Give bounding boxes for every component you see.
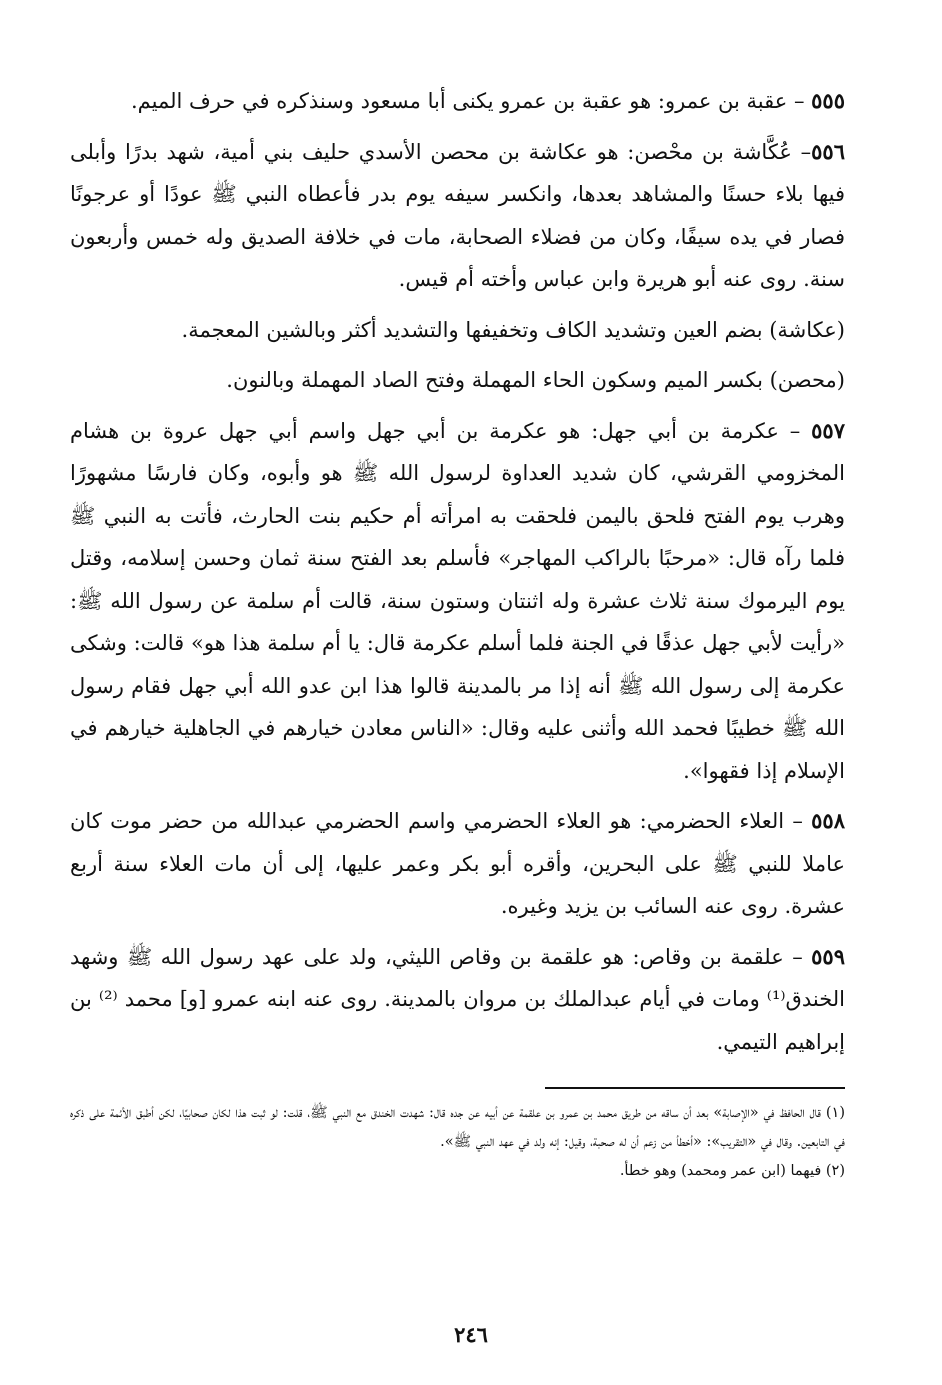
footnote-1: (١) قال الحافظ في «الإصابة» بعد أن ساقه من طريق محمد بن عمرو بن علقمة عن أبيه عن جده قال: شهدت الخندق مع النبي ﷺ، قلت: لو ثبت هذا لكان صحابيًا، لكن أطبق الأئمة على ذكره في التابعين. وقال في «التقريب»: «أخطأ من زعم أن له صحبة، وقيل: إنه ولد في عهد النبي ﷺ». xyxy=(70,1105,845,1150)
entry-number: ٥٥٩ xyxy=(811,943,845,969)
entry-text: – العلاء الحضرمي: هو العلاء الحضرمي واسم الحضرمي عبدالله من حضر موت كان عاملا للنبي ﷺ على البحرين، وأقره أبو بكر وعمر عليها، إلى أن مات العلاء سنة أربع عشرة. روى عنه السائب بن يزيد وغيره. xyxy=(70,809,845,918)
entry-557 xyxy=(70,410,845,793)
note-text: (محصن) بكسر الميم وسكون الحاء المهملة وفتح الصاد المهملة وبالنون. xyxy=(226,368,845,392)
footnote-separator xyxy=(545,1087,845,1089)
note-text: (عكاشة) بضم العين وتشديد الكاف وتخفيفها والتشديد أكثر وبالشين المعجمة. xyxy=(181,317,845,342)
entry-555 xyxy=(70,80,845,123)
page-body xyxy=(70,80,845,1186)
entry-text: – عكرمة بن أبي جهل: هو عكرمة بن أبي جهل واسم أبي جهل عروة بن هشام المخزومي القرشي، كان شديد العداوة لرسول الله ﷺ هو وأبوه، وكان فارسًا مشهورًا وهرب يوم الفتح فلحق باليمن فلحقت به امرأته أم حكيم بنت الحارث، فأتت به النبي ﷺ فلما رآه قال: «مرحبًا بالراكب المهاجر» فأسلم بعد الفتح سنة ثمان وحسن إسلامه، وقتل يوم اليرموك سنة ثلاث عشرة وله اثنتان وستون سنة، قالت أم سلمة عن رسول الله ﷺ: «رأيت لأبي جهل عذقًا في الجنة فلما أسلم عكرمة قال: يا أم سلمة هذا هو» قالت: وشكى عكرمة إلى رسول الله ﷺ أنه إذا مر بالمدينة قالوا هذا ابن عدو الله أبي جهل فقام رسول الله ﷺ خطيبًا فحمد الله وأثنى عليه وقال: «الناس معادن خيارهم في الجاهلية خيارهم في الإسلام إذا فقهوا». xyxy=(70,418,845,783)
entry-number: ٥٥٦ xyxy=(811,138,845,164)
entry-text: – عقبة بن عمرو: هو عقبة بن عمرو يكنى أبا مسعود وسنذكره في حرف الميم. xyxy=(130,89,812,113)
entry-text: – عُكَّاشة بن محْصن: هو عكاشة بن محصن الأسدي حليف بني أمية، شهد بدرًا وأبلى فيها بلاء حسنًا والمشاهد بعدها، وانكسر سيفه يوم بدر فأعطاه النبي ﷺ عودًا أو عرجونًا فصار في يده سيفًا، وكان من فضلاء الصحابة، مات في خلافة الصديق وله خمس وأربعون سنة. روى عنه أبو هريرة وابن عباس وأخته أم قيس. xyxy=(70,139,845,291)
entry-556 xyxy=(70,131,845,301)
entry-number: ٥٥٨ xyxy=(811,808,845,833)
footnote-2: (٢) فيهما (ابن عمر ومحمد) وهو خطأ. xyxy=(619,1163,845,1179)
note-mihsan xyxy=(70,359,845,402)
page-number: ٢٤٦ xyxy=(454,1322,488,1347)
entry-number: ٥٥٧ xyxy=(811,417,845,443)
entry-558 xyxy=(70,800,845,928)
entry-text: – علقمة بن وقاص: هو علقمة بن وقاص الليثي، ولد على عهد رسول الله ﷺ وشهد الخندق⁽¹⁾ ومات في أيام عبدالملك بن مروان بالمدينة. روى عنه ابنه عمرو [و] محمد ⁽²⁾ بن إبراهيم التيمي. xyxy=(70,944,845,1054)
note-ukkasha xyxy=(70,309,845,352)
entry-number: ٥٥٥ xyxy=(811,88,845,113)
entry-559 xyxy=(70,936,845,1064)
